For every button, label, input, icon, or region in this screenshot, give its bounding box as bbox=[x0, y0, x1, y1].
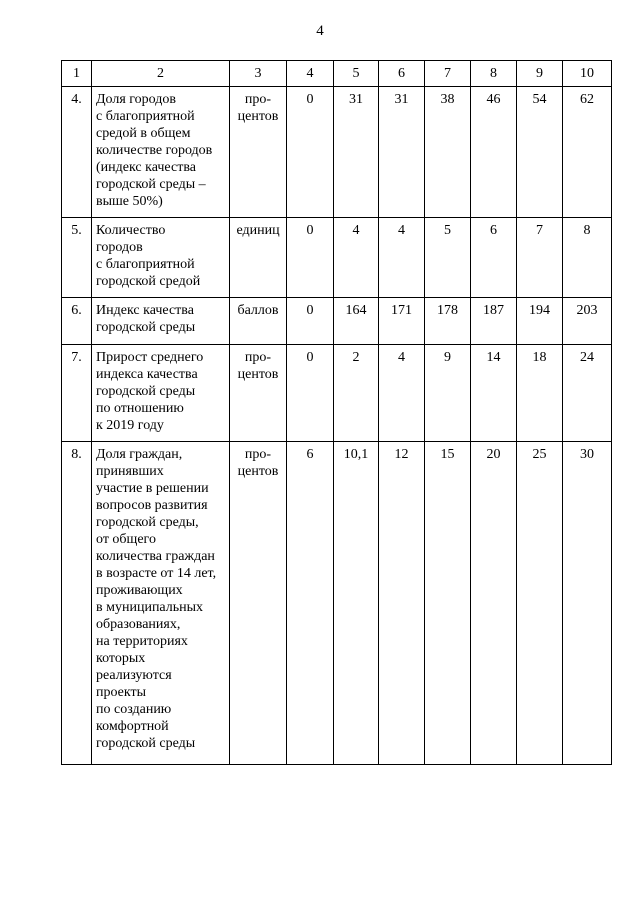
table-row bbox=[62, 87, 612, 218]
table-row bbox=[62, 218, 612, 298]
value-cell: 178 bbox=[425, 298, 471, 345]
unit-cell: про- центов bbox=[230, 345, 287, 442]
value-cell: 38 bbox=[425, 87, 471, 218]
unit-cell: про- центов bbox=[230, 87, 287, 218]
value-cell: 18 bbox=[517, 345, 563, 442]
unit-cell: про- центов bbox=[230, 442, 287, 765]
row-number: 4. bbox=[62, 87, 92, 218]
value-cell: 14 bbox=[471, 345, 517, 442]
value-cell: 31 bbox=[379, 87, 425, 218]
table-row bbox=[62, 442, 612, 765]
indicator-name: Доля граждан, принявших участие в решении вопросов развития городской среды, от общего количества граждан в возрасте от 14 лет, проживающих в муниципальных образованиях, на территориях которых реализуются проекты по созданию комфортной городской среды bbox=[92, 442, 230, 765]
value-cell: 0 bbox=[287, 298, 334, 345]
column-header-1: 1 bbox=[62, 61, 92, 87]
unit-cell: единиц bbox=[230, 218, 287, 298]
column-header-6: 6 bbox=[379, 61, 425, 87]
value-cell: 9 bbox=[425, 345, 471, 442]
value-cell: 203 bbox=[563, 298, 612, 345]
value-cell: 24 bbox=[563, 345, 612, 442]
column-header-10: 10 bbox=[563, 61, 612, 87]
value-cell: 62 bbox=[563, 87, 612, 218]
column-header-5: 5 bbox=[334, 61, 379, 87]
indicator-name: Индекс качества городской среды bbox=[92, 298, 230, 345]
column-header-9: 9 bbox=[517, 61, 563, 87]
value-cell: 7 bbox=[517, 218, 563, 298]
value-cell: 5 bbox=[425, 218, 471, 298]
value-cell: 171 bbox=[379, 298, 425, 345]
value-cell: 6 bbox=[287, 442, 334, 765]
value-cell: 30 bbox=[563, 442, 612, 765]
indicator-name: Прирост среднего индекса качества городской среды по отношению к 2019 году bbox=[92, 345, 230, 442]
row-number: 5. bbox=[62, 218, 92, 298]
value-cell: 25 bbox=[517, 442, 563, 765]
value-cell: 2 bbox=[334, 345, 379, 442]
value-cell: 20 bbox=[471, 442, 517, 765]
value-cell: 8 bbox=[563, 218, 612, 298]
row-number: 7. bbox=[62, 345, 92, 442]
value-cell: 54 bbox=[517, 87, 563, 218]
value-cell: 4 bbox=[334, 218, 379, 298]
indicator-name: Доля городов с благоприятной средой в общем количестве городов (индекс качества городской среды – выше 50%) bbox=[92, 87, 230, 218]
page-number: 4 bbox=[316, 23, 324, 39]
table-row bbox=[62, 298, 612, 345]
value-cell: 31 bbox=[334, 87, 379, 218]
value-cell: 10,1 bbox=[334, 442, 379, 765]
value-cell: 46 bbox=[471, 87, 517, 218]
value-cell: 0 bbox=[287, 87, 334, 218]
column-header-3: 3 bbox=[230, 61, 287, 87]
column-header-7: 7 bbox=[425, 61, 471, 87]
value-cell: 194 bbox=[517, 298, 563, 345]
column-header-2: 2 bbox=[92, 61, 230, 87]
value-cell: 0 bbox=[287, 218, 334, 298]
value-cell: 0 bbox=[287, 345, 334, 442]
value-cell: 4 bbox=[379, 218, 425, 298]
value-cell: 187 bbox=[471, 298, 517, 345]
row-number: 8. bbox=[62, 442, 92, 765]
unit-cell: баллов bbox=[230, 298, 287, 345]
column-header-4: 4 bbox=[287, 61, 334, 87]
indicator-name: Количество городов с благоприятной городской средой bbox=[92, 218, 230, 298]
value-cell: 4 bbox=[379, 345, 425, 442]
column-header-8: 8 bbox=[471, 61, 517, 87]
row-number: 6. bbox=[62, 298, 92, 345]
value-cell: 164 bbox=[334, 298, 379, 345]
value-cell: 6 bbox=[471, 218, 517, 298]
value-cell: 12 bbox=[379, 442, 425, 765]
table-header-row bbox=[62, 61, 612, 87]
value-cell: 15 bbox=[425, 442, 471, 765]
indicators-table bbox=[61, 60, 612, 765]
table-row bbox=[62, 345, 612, 442]
